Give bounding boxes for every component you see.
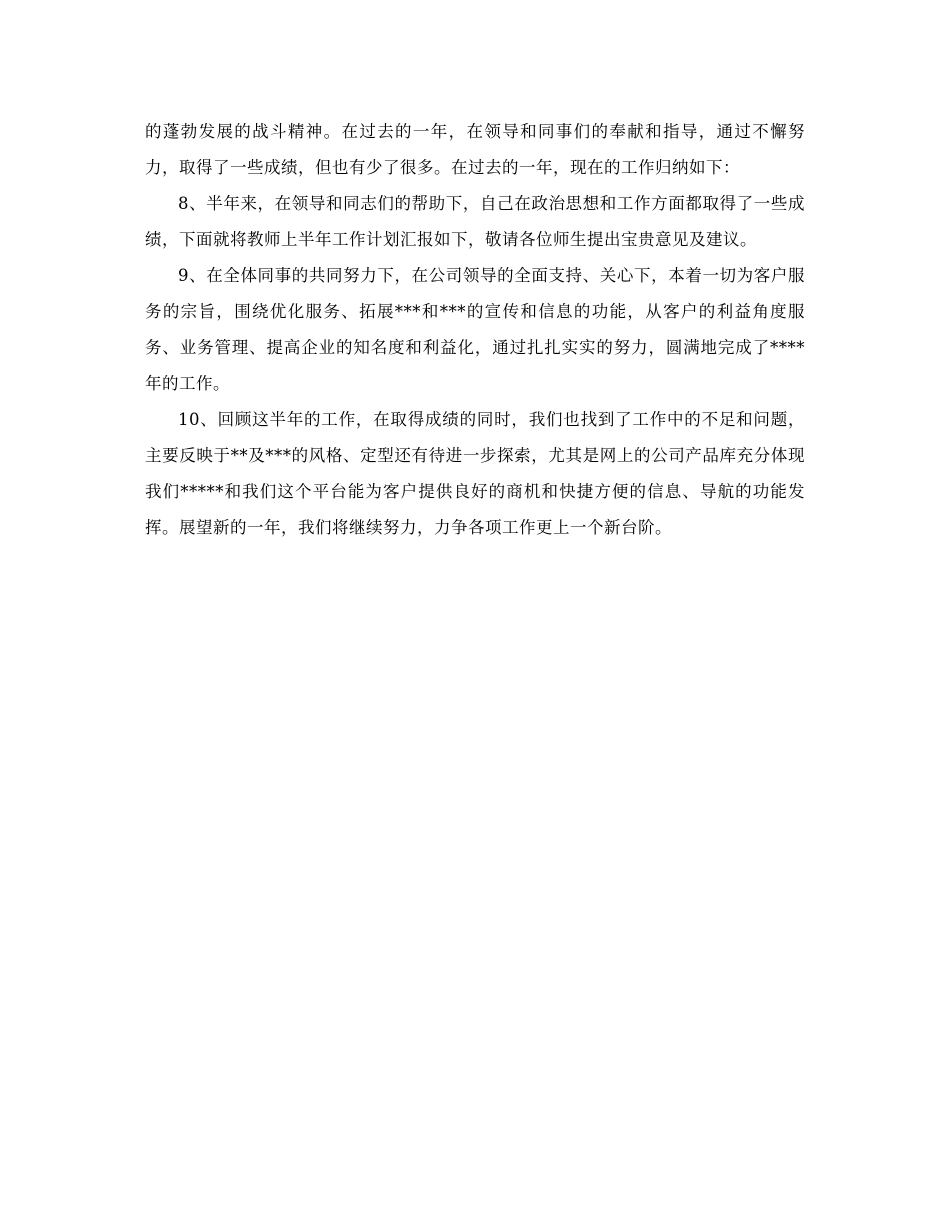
paragraph-item-9: 9、在全体同事的共同努力下，在公司领导的全面支持、关心下，本着一切为客户服务的宗旨，围绕优化服务、拓展***和***的宣传和信息的功能，从客户的利益角度服务、业务管理、提高企业的知名度和利益化，通过扎扎实实的努力，圆满地完成了****年的工作。	[145, 266, 805, 393]
paragraph-item-8: 8、半年来，在领导和同志们的帮助下，自己在政治思想和工作方面都取得了一些成绩，下面就将教师上半年工作计划汇报如下，敬请各位师生提出宝贵意见及建议。	[145, 194, 805, 249]
paragraph-item-10: 10、回顾这半年的工作，在取得成绩的同时，我们也找到了工作中的不足和问题，主要反映于**及***的风格、定型还有待进一步探索，尤其是网上的公司产品库充分体现我们*****和我们这个平台能为客户提供良好的商机和快捷方便的信息、导航的功能发挥。展望新的一年，我们将继续努力，力争各项工作更上一个新台阶。	[145, 410, 805, 537]
paragraph-continuation: 的蓬勃发展的战斗精神。在过去的一年，在领导和同事们的奉献和指导，通过不懈努力，取得了一些成绩，但也有少了很多。在过去的一年，现在的工作归纳如下：	[145, 122, 805, 177]
document-body	[145, 114, 805, 546]
